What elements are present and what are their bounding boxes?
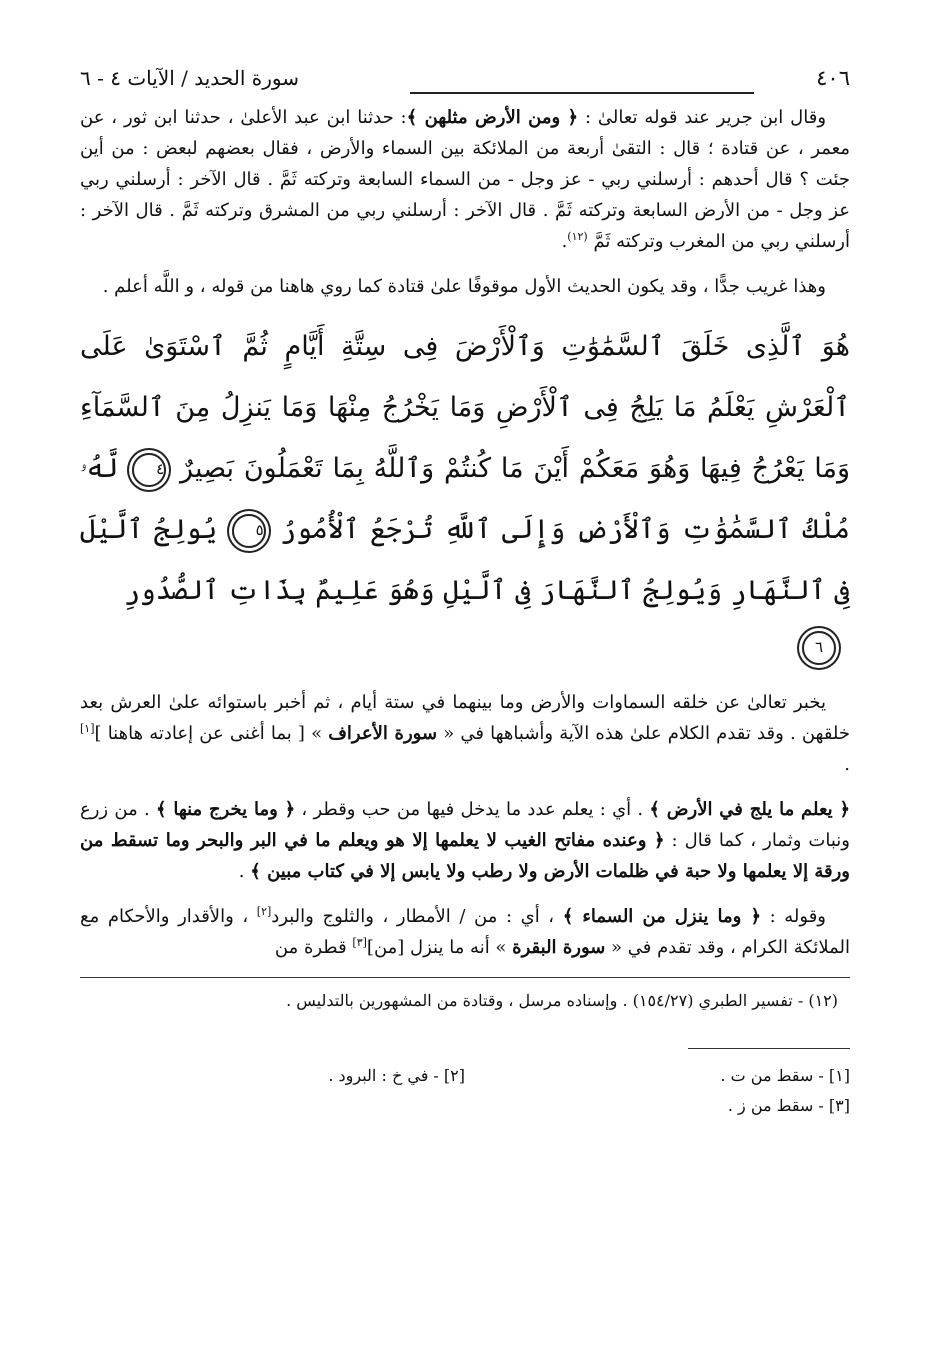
quran-quote: ﴿ وما يخرج منها ﴾ <box>155 799 296 820</box>
header-rule <box>410 92 754 94</box>
footnote-ref-1[interactable]: [١] <box>80 722 95 735</box>
page-number: ٤٠٦ <box>816 66 850 90</box>
footnote-12: (١٢) - تفسير الطبري (١٥٤/٢٧) . وإسناده مرسل ، وقتادة من المشهورين بالتدليس . <box>286 991 838 1010</box>
ayah-number-marker: ٤ <box>132 453 166 487</box>
apparatus-separator <box>688 1048 850 1049</box>
paragraph-tafsir-creation <box>80 687 850 780</box>
paragraph-descends <box>80 901 850 963</box>
ayah-number-marker: ٥ <box>232 514 266 548</box>
footnote-ref-12[interactable]: (١٢) <box>567 230 588 243</box>
text: » [ بما أغنى عن إعادته هاهنا ] <box>94 723 329 744</box>
text: وقوله : <box>761 906 826 927</box>
text: » أنه ما ينزل [من] <box>366 937 513 958</box>
paragraph-ibn-jarir <box>80 102 850 257</box>
quran-quote: ﴿ وما ينزل من السماء ﴾ <box>562 906 762 927</box>
text: . <box>238 861 251 882</box>
paragraph-comment: وهذا غريب جدًّا ، وقد يكون الحديث الأول موقوفًا علىٰ قتادة كما روي هاهنا من قوله ، و اللَّه أعلم . <box>102 276 826 297</box>
text: ، والأقدار والأحكام مع الملائكة الكرام ، وقد تقدم في « <box>80 906 850 958</box>
verse-6: يُولِجُ ٱلَّيْلَ فِى ٱلنَّهَارِ وَيُولِجُ ٱلنَّهَارَ فِى ٱلَّيْلِ وَهُوَ عَلِيمٌ بِذَاتِ ٱلصُّدُورِ <box>80 514 850 606</box>
page-header <box>80 66 850 102</box>
text: : حدثنا ابن عبد الأعلىٰ ، حدثنا ابن ثور ، عن معمر ، عن قتادة ؛ قال : التقىٰ أربعة من الملائكة بين السماء والأرض ، فقال بعضهم لبعض : من أين جئت ؟ قال أحدهم : أرسلني ربي - عز وجل - من السماء السابعة وتركته ثَمَّ . قال الآخر : أرسلني ربي عز وجل - من الأرض السابعة وتركته ثَمَّ . قال الآخر : أرسلني ربي من المشرق وتركته ثَمَّ . قال الآخر : أرسلني ربي من المغرب وتركته ثَمَّ <box>80 107 850 252</box>
verse-5: لَّهُۥ مُلْكُ ٱلسَّمَٰوَٰتِ وَٱلْأَرْضِ وَإِلَى ٱللَّهِ تُرْجَعُ ٱلْأُمُورُ <box>80 453 850 545</box>
text: قطرة من <box>274 937 353 958</box>
footnote-separator <box>80 977 850 978</box>
quran-quote: ﴿ وعنده مفاتح الغيب لا يعلمها إلا هو ويعلم ما في البر والبحر وما تسقط من ورقة إلا يعلمها ولا حبة في ظلمات الأرض ولا رطب ولا يابس إلا في كتاب مبين ﴾ <box>80 830 850 882</box>
apparatus-row <box>80 1091 850 1121</box>
footnote-ref-2[interactable]: [٢] <box>256 905 272 918</box>
footnote-2: [٢] - في خ : البرود . <box>328 1066 465 1085</box>
text: . <box>561 231 568 252</box>
quran-verses-block <box>80 316 850 621</box>
footnote-ref-3[interactable]: [٣] <box>352 936 367 949</box>
ayah-number-marker: ٦ <box>802 631 836 665</box>
apparatus-row <box>80 1061 850 1091</box>
text: . من زرع ونبات وثمار ، كما قال : <box>80 799 850 851</box>
document-page <box>80 66 850 1121</box>
quran-quote: ﴿ يعلم ما يلج في الأرض ﴾ <box>649 799 851 820</box>
text: يخبر تعالىٰ عن خلقه السماوات والأرض وما بينهما في ستة أيام ، ثم أخبر باستوائه علىٰ العرش بعد خلقهن . وقد تقدم الكلام علىٰ هذه الآية وأشباهها في « <box>80 692 851 744</box>
footnote-3: [٣] - سقط من ز . <box>727 1096 850 1115</box>
text: وقال ابن جرير عند قوله تعالىٰ : <box>578 107 827 128</box>
paragraph-knowledge <box>80 794 850 887</box>
text: . <box>844 754 850 775</box>
surah-name: سورة الأعراف <box>328 723 438 744</box>
text: . أي : يعلم عدد ما يدخل فيها من حب وقطر ، <box>295 799 650 820</box>
footnote-1: [١] - سقط من ت . <box>720 1066 850 1085</box>
verse-4: هُوَ ٱلَّذِى خَلَقَ ٱلسَّمَٰوَٰتِ وَٱلْأَرْضَ فِى سِتَّةِ أَيَّامٍ ثُمَّ ٱسْتَوَىٰ عَلَى ٱلْعَرْشِ يَعْلَمُ مَا يَلِجُ فِى ٱلْأَرْضِ وَمَا يَخْرُجُ مِنْهَا وَمَا يَنزِلُ مِنَ ٱلسَّمَآءِ وَمَا يَعْرُجُ فِيهَا وَهُوَ مَعَكُمْ أَيْنَ مَا كُنتُمْ وَٱللَّهُ بِمَا تَعْمَلُونَ بَصِيرٌ <box>80 331 850 484</box>
quran-quote: ﴿ ومن الأرض مثلهن ﴾ <box>406 107 579 128</box>
surah-name: سورة البقرة <box>512 937 606 958</box>
text: ، أي : من / الأمطار ، والثلوج والبرد <box>271 906 563 927</box>
running-title: سورة الحديد / الآيات ٤ - ٦ <box>80 66 299 90</box>
